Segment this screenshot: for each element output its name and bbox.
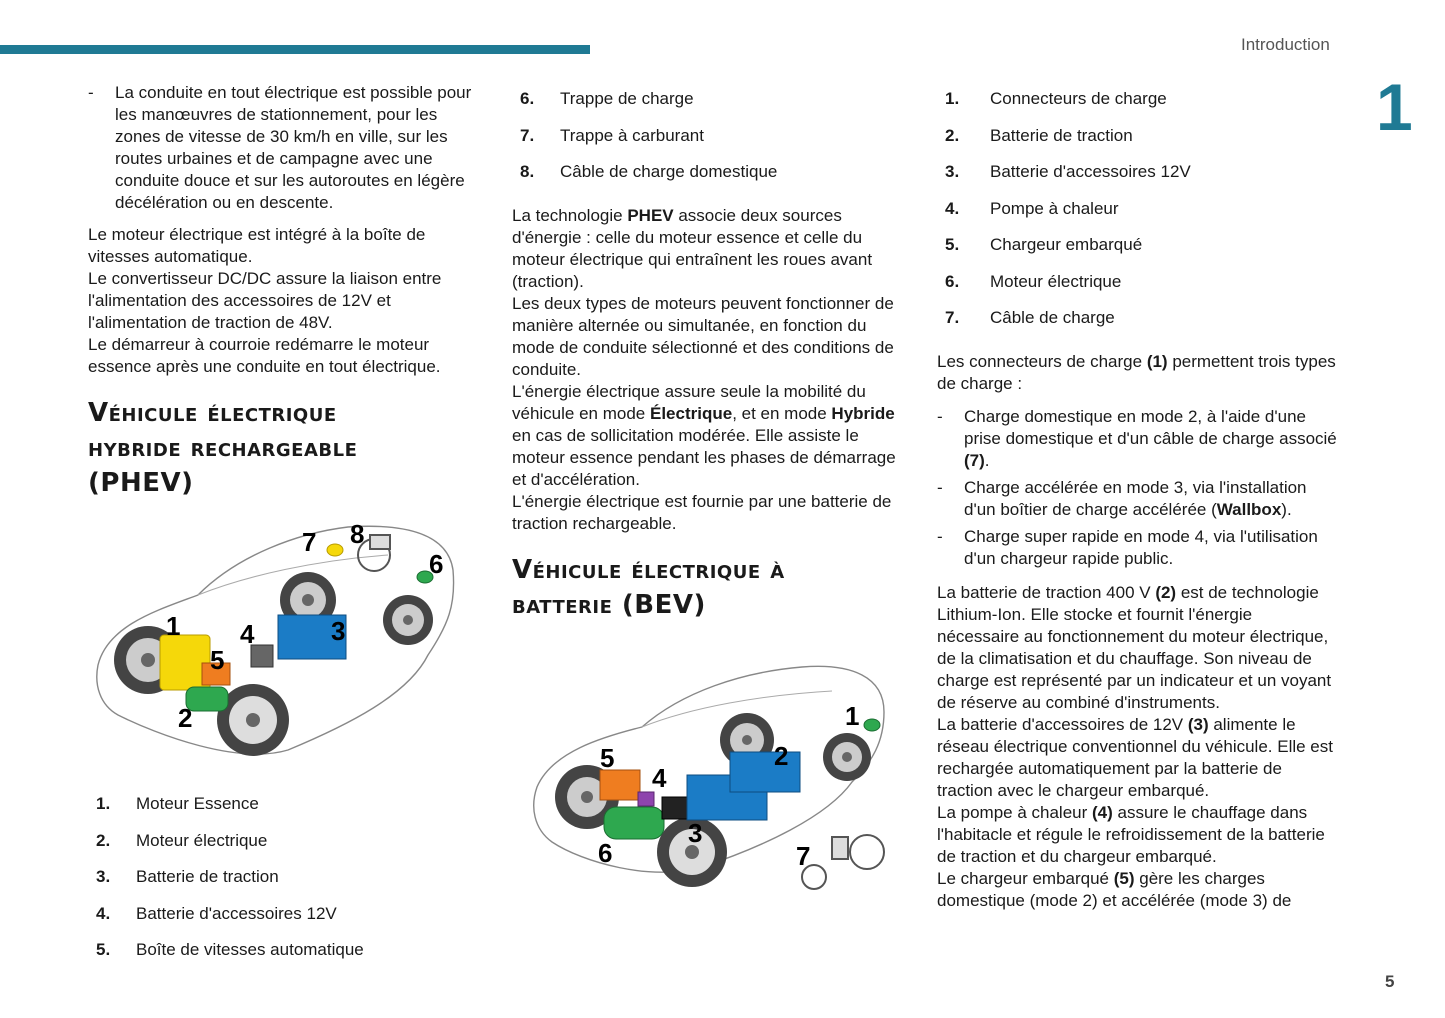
list-label: Batterie de traction bbox=[136, 867, 279, 886]
bullet-item: - Charge domestique en mode 2, à l'aide d'une prise domestique et d'un câble de charge associé (7). bbox=[937, 406, 1337, 470]
phev-legend-list bbox=[88, 793, 483, 976]
list-number: 6. bbox=[945, 271, 960, 291]
list-number: 5. bbox=[945, 235, 960, 254]
list-item bbox=[88, 793, 483, 830]
accessory-battery-block bbox=[662, 797, 688, 819]
figure-label: 6 bbox=[429, 549, 444, 579]
list-label: Moteur électrique bbox=[990, 271, 1122, 291]
figure-label: 3 bbox=[688, 817, 703, 848]
list-label: Moteur Essence bbox=[136, 794, 259, 813]
list-number: 8. bbox=[520, 162, 535, 181]
mhev-line: Le démarreur à courroie redémarre le moteur essence après une conduite en tout électrique. bbox=[88, 335, 441, 376]
heading-line: (PHEV) bbox=[88, 468, 194, 498]
heading-line: Véhicule électrique bbox=[88, 398, 337, 428]
phev-legend-list-cont bbox=[512, 88, 902, 198]
header-accent-bar bbox=[0, 45, 590, 54]
list-item bbox=[88, 830, 483, 867]
list-label: Pompe à chaleur bbox=[990, 198, 1119, 218]
heading-line: Véhicule électrique à bbox=[512, 554, 785, 585]
dash-marker: - bbox=[937, 526, 943, 546]
list-number: 1. bbox=[945, 89, 960, 108]
figure-label: 4 bbox=[240, 619, 255, 649]
traction-battery-rear bbox=[730, 752, 800, 792]
bullet-item bbox=[88, 82, 483, 214]
list-item bbox=[937, 161, 1337, 198]
list-label: Batterie de traction bbox=[990, 125, 1133, 145]
rear-wheel-left-icon bbox=[823, 733, 871, 781]
phev-figure bbox=[88, 515, 483, 775]
list-label: Boîte de vitesses automatique bbox=[136, 940, 364, 959]
list-number: 4. bbox=[96, 903, 111, 923]
fuel-flap-icon bbox=[327, 544, 343, 556]
list-label: Batterie d'accessoires 12V bbox=[990, 162, 1191, 181]
figure-label: 2 bbox=[178, 703, 193, 733]
list-label: Moteur électrique bbox=[136, 830, 268, 850]
list-label: Chargeur embarqué bbox=[990, 235, 1143, 254]
phev-car-illustration bbox=[88, 515, 458, 775]
section-label: Introduction bbox=[1241, 35, 1330, 54]
list-item bbox=[512, 161, 902, 198]
figure-label: 2 bbox=[774, 740, 789, 771]
list-item bbox=[512, 125, 902, 162]
chapter-number: 1 bbox=[1376, 70, 1413, 144]
list-number: 1. bbox=[96, 794, 111, 813]
list-label: Batterie d'accessoires 12V bbox=[136, 903, 337, 923]
onboard-charger-block bbox=[600, 770, 640, 800]
list-number: 5. bbox=[96, 940, 111, 959]
heading-line: batterie (BEV) bbox=[512, 589, 706, 620]
figure-label: 1 bbox=[845, 700, 860, 731]
charge-connector-icon bbox=[864, 719, 880, 731]
battery-description: La batterie de traction 400 V (2) est de technologie Lithium-Ion. Elle stocke et fournit l'énergie nécessaire au fonctionnement du moteur électrique, de la climatisation et du chauffage. Son niveau de charge est représenté par un indicateur et un voyant de réserve au combiné d'instruments. La batterie d'accessoires de 12V (3) alimente le réseau électrique conventionnel du véhicule. Elle est rechargée automatiquement par la batterie de traction avec le chargeur embarqué. La pompe à chaleur (4) assure le chauffage dans l'habitacle et régule le refroidissement de la batterie de traction et du chargeur embarqué. Le chargeur embarqué (5) gère les charges domestique (mode 2) et accélérée (mode 3) de bbox=[937, 582, 1333, 910]
list-item bbox=[937, 234, 1337, 271]
bullet-item: - Charge super rapide en mode 4, via l'utilisation d'un chargeur rapide public. bbox=[937, 526, 1318, 568]
list-label: Connecteurs de charge bbox=[990, 89, 1167, 108]
list-item bbox=[88, 903, 483, 940]
figure-label: 6 bbox=[598, 837, 613, 868]
list-label: Câble de charge bbox=[990, 308, 1115, 327]
bullet-text: La conduite en tout électrique est possible pour les manœuvres de stationnement, pour les zones de vitesse de 30 km/h en ville, sur les routes urbaines et de campagne avec une conduite douce et sur les autoroutes en légère décélération ou en descente. bbox=[115, 83, 472, 212]
list-number: 7. bbox=[945, 308, 960, 327]
list-number: 3. bbox=[945, 162, 960, 181]
figure-label: 1 bbox=[166, 611, 181, 641]
figure-label: 7 bbox=[302, 527, 317, 557]
list-label: Trappe à carburant bbox=[560, 125, 704, 145]
figure-label: 8 bbox=[350, 519, 365, 549]
bev-legend-list bbox=[937, 88, 1337, 344]
figure-label: 5 bbox=[210, 645, 225, 675]
list-number: 4. bbox=[945, 198, 960, 218]
bullet-item: - Charge accélérée en mode 3, via l'installation d'un boîtier de charge accélérée (Wallbox). bbox=[937, 477, 1307, 519]
list-number: 2. bbox=[96, 830, 111, 850]
list-item bbox=[937, 271, 1337, 308]
phev-description: La technologie PHEV associe deux sources d'énergie : celle du moteur essence et celle du moteur électrique qui entraînent les roues avant (traction). Les deux types de moteurs peuvent fonctionner de manière alternée ou simultanée, en fonction du mode de conduite sélectionné et des conditions de conduite. L'énergie électrique assure seule la mobilité du véhicule en mode Électrique, et en mode Hybride en cas de sollicitation modérée. Elle assiste le moteur essence pendant les phases de démarrage et d'accélération. L'énergie électrique est fournie par une batterie de traction rechargeable. bbox=[512, 205, 896, 533]
list-number: 6. bbox=[520, 89, 535, 108]
electric-motor-block bbox=[604, 807, 664, 839]
list-item bbox=[88, 866, 483, 903]
dash-marker: - bbox=[937, 477, 943, 497]
list-item bbox=[88, 939, 483, 976]
column-3 bbox=[937, 88, 1337, 923]
mhev-line: Le moteur électrique est intégré à la boîte de vitesses automatique. bbox=[88, 225, 426, 266]
list-item bbox=[937, 307, 1337, 344]
list-number: 7. bbox=[520, 125, 535, 145]
bev-car-illustration bbox=[512, 657, 892, 897]
bev-figure bbox=[512, 657, 902, 897]
charging-intro: Les connecteurs de charge (1) permettent trois types de charge : bbox=[937, 351, 1336, 393]
list-label: Câble de charge domestique bbox=[560, 162, 778, 181]
figure-label: 3 bbox=[331, 616, 346, 646]
page-number: 5 bbox=[1385, 972, 1395, 991]
heat-pump-block bbox=[638, 792, 654, 806]
mhev-paragraph bbox=[88, 224, 483, 378]
bev-heading bbox=[512, 553, 902, 623]
figure-label: 5 bbox=[600, 742, 615, 773]
dash-marker: - bbox=[937, 406, 943, 426]
figure-label: 4 bbox=[652, 762, 667, 793]
list-label: Trappe de charge bbox=[560, 89, 694, 108]
list-item bbox=[937, 88, 1337, 125]
column-1 bbox=[88, 82, 483, 985]
figure-label: 7 bbox=[796, 840, 811, 871]
phev-heading bbox=[88, 396, 483, 501]
list-item bbox=[937, 125, 1337, 162]
list-number: 3. bbox=[96, 867, 111, 886]
list-item bbox=[937, 198, 1337, 235]
heading-line: hybride rechargeable bbox=[88, 433, 358, 463]
dash-marker: - bbox=[88, 83, 94, 102]
mhev-line: Le convertisseur DC/DC assure la liaison entre l'alimentation des accessoires de 12V et l'alimentation de traction de 48V. bbox=[88, 269, 442, 332]
column-2 bbox=[512, 88, 902, 897]
rear-wheel-left-icon bbox=[383, 595, 433, 645]
list-item bbox=[512, 88, 902, 125]
charging-cable-icon bbox=[802, 835, 884, 889]
list-number: 2. bbox=[945, 125, 960, 145]
